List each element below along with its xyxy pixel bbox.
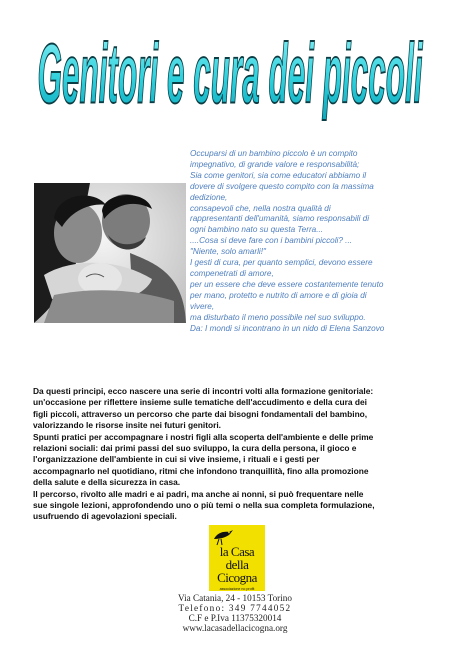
poem-line: compenetrati di amore, <box>190 268 274 278</box>
poem-line: impegnativo, di grande valore e responsabilità; <box>190 159 360 169</box>
body-line: della salute e della sicurezza in casa. <box>33 477 181 488</box>
body-line: l'organizzazione dell'ambiente in cui si vive insieme, i rituali e i gesti per <box>33 454 320 465</box>
body-line: usufruendo di agevolazioni speciali. <box>33 511 177 522</box>
body-line: accompagnarlo nel quotidiano, ritmi che infondono tranquillità, fino alla promozione <box>33 465 369 476</box>
logo-line2: della Cicogna <box>217 557 257 585</box>
poem-line: per un essere che deve essere costantemente tenuto <box>190 279 384 289</box>
poem-line: vivere, <box>190 301 215 311</box>
poem-line: Occuparsi di un bambino piccolo è un compito <box>190 149 358 158</box>
body-line: relazioni sociali: dai primi passi del suo sviluppo, la cura della persona, il gioco e <box>33 443 357 454</box>
poem-line: "Niente, solo amarli!" <box>190 247 266 257</box>
address-phone: Telefono: 349 7744052 <box>178 603 292 613</box>
page-title: Genitori e cura dei piccoli <box>37 27 424 122</box>
body-line: sue singole lezioni, approfondendo uno o più temi o nella sua completa formulazione, <box>33 500 375 511</box>
body-line: Da questi principi, ecco nascere una serie di incontri volti alla formazione genitoriale: <box>33 386 374 396</box>
poem-line: I gesti di cura, per quanto semplici, devono essere <box>190 258 373 268</box>
poem-source: Da: I mondi si incontrano in un nido di Elena Sanzovo <box>190 323 385 333</box>
title-banner <box>0 0 461 140</box>
contact-block <box>140 593 330 633</box>
address-street: Via Catania, 24 - 10153 Torino <box>178 593 292 603</box>
address-tax: C.F e P.Iva 11375320014 <box>188 613 282 623</box>
body-line: Il percorso, rivolto alle madri e ai padri, ma anche ai nonni, si può frequentare nelle <box>33 488 364 499</box>
poem-line: dedizione, <box>190 192 228 202</box>
poem-line: ogni bambino nato su questa Terra... <box>190 225 324 235</box>
body-line: un'occasione per riflettere insieme sulle tematiche dell'accudimento e della cura dei <box>33 397 367 408</box>
logo-line1: la Casa <box>219 544 255 559</box>
body-paragraph <box>33 386 453 523</box>
casa-cicogna-logo <box>209 525 265 591</box>
body-line: valorizzando le risorse insite nei futuri genitori. <box>33 420 222 431</box>
poem-quote <box>190 149 458 334</box>
poem-line: consapevoli che, nella nostra qualità di <box>190 203 331 213</box>
logo-tagline: associazione no profit <box>219 587 255 591</box>
body-line: Spunti pratici per accompagnare i nostri figli alla scoperta dell'ambiente e delle prime <box>33 431 374 442</box>
poem-line: rappresentanti dell'umanità, siamo responsabili di <box>190 214 370 224</box>
stork-icon <box>211 527 235 547</box>
parents-baby-photo <box>34 183 186 323</box>
poem-line: ....Cosa si deve fare con i bambini piccoli? ... <box>190 236 353 246</box>
poem-line: Sia come genitori, sia come educatori abbiamo il <box>190 170 367 180</box>
address-web[interactable]: www.lacasadellacicogna.org <box>182 623 288 633</box>
poem-line: per mano, protetto e nutrito di amore e di gioia di <box>190 290 367 300</box>
poem-line: dovere di svolgere questo compito con la massima <box>190 181 374 191</box>
body-line: figli piccoli, attraverso un percorso che parte dai bisogni fondamentali del bambino, <box>33 408 368 419</box>
poem-line: ma disturbato il meno possibile nel suo sviluppo. <box>190 312 366 322</box>
